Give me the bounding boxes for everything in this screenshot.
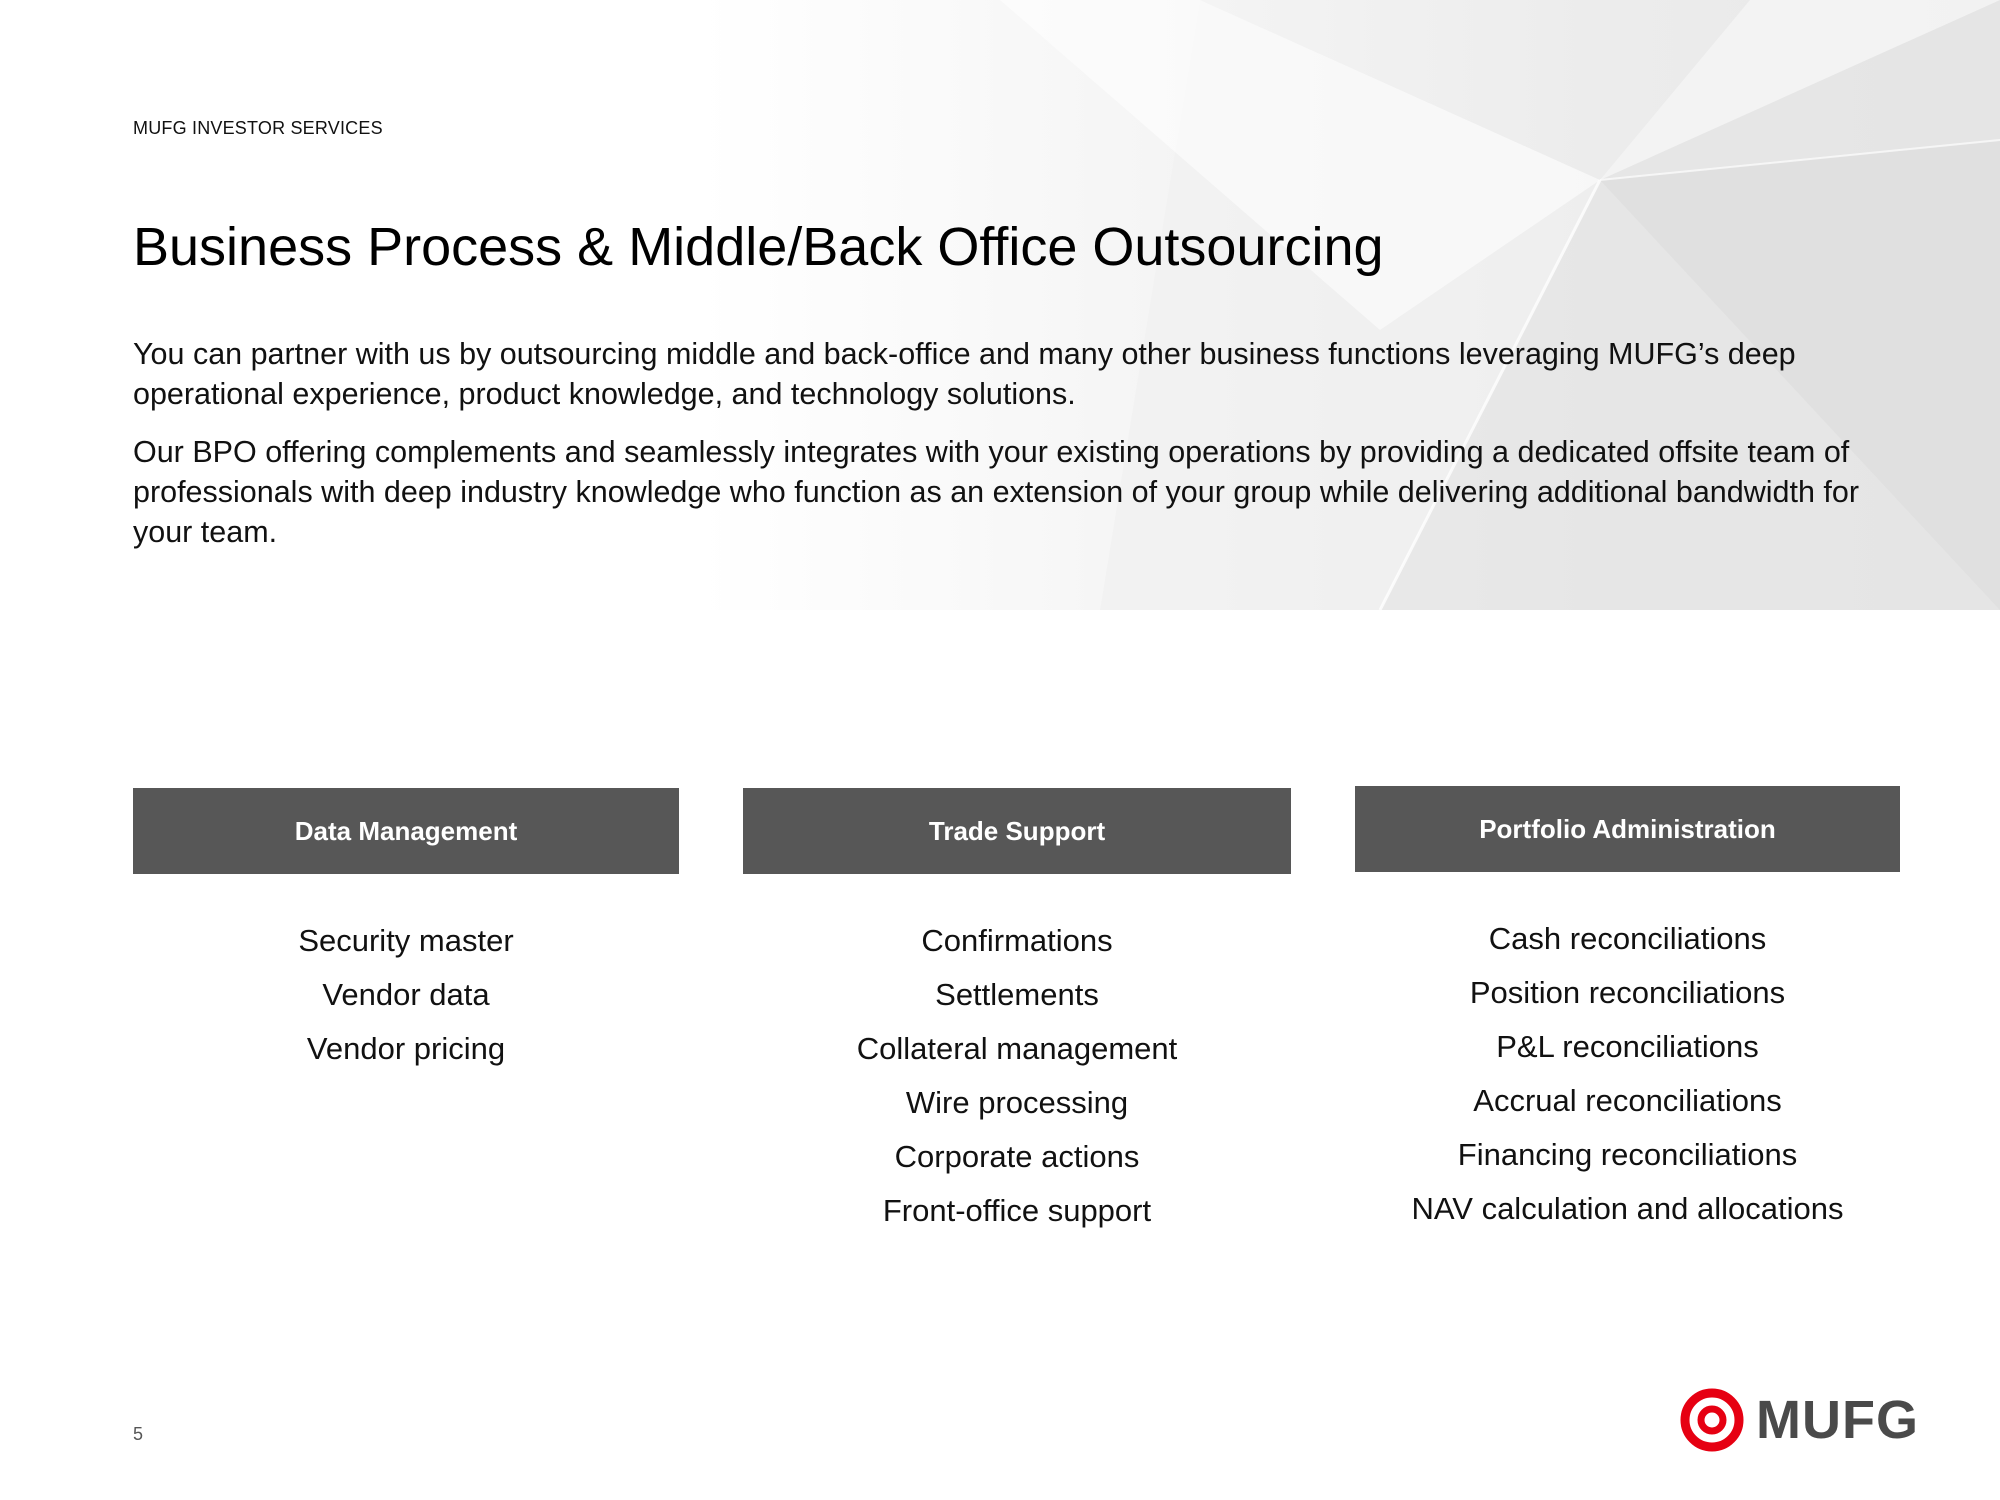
column-portfolio-administration bbox=[1355, 786, 1900, 1236]
list-item: Settlements bbox=[935, 977, 1099, 1012]
column-data-management bbox=[133, 788, 679, 1076]
list-item: Confirmations bbox=[921, 923, 1113, 958]
list-item: Cash reconciliations bbox=[1488, 921, 1767, 956]
intro-paragraph-1: You can partner with us by outsourcing middle and back-office and many other business functions leveraging MUFG’s deep operational experience, product knowledge, and technology solutions. bbox=[133, 337, 1796, 411]
list-item: P&L reconciliations bbox=[1496, 1029, 1759, 1064]
list-item: Position reconciliations bbox=[1469, 975, 1786, 1010]
mufg-logo-icon bbox=[1676, 1388, 1748, 1452]
list-item: Collateral management bbox=[856, 1031, 1178, 1066]
list-item: Vendor pricing bbox=[306, 1031, 506, 1066]
list-item: Front-office support bbox=[882, 1193, 1152, 1228]
intro-text bbox=[133, 334, 1913, 570]
list-item: Security master bbox=[298, 923, 514, 958]
list-item: Wire processing bbox=[905, 1085, 1129, 1120]
list-item: NAV calculation and allocations bbox=[1411, 1191, 1844, 1226]
column-list bbox=[743, 914, 1291, 1238]
column-header: Portfolio Administration bbox=[1355, 786, 1900, 872]
intro-paragraph-2: Our BPO offering complements and seamlessly integrates with your existing operations by providing a dedicated offsite team of professionals with deep industry knowledge who function as an extension of your group while delivering additional bandwidth for your team. bbox=[133, 435, 1860, 549]
logo-text: MUFG bbox=[1756, 1390, 1919, 1450]
list-item: Financing reconciliations bbox=[1457, 1137, 1798, 1172]
column-list bbox=[1355, 912, 1900, 1236]
column-list bbox=[133, 914, 679, 1076]
page-number: 5 bbox=[133, 1424, 144, 1444]
page-title: Business Process & Middle/Back Office Outsourcing bbox=[133, 217, 1384, 277]
column-header: Trade Support bbox=[743, 788, 1291, 874]
list-item: Corporate actions bbox=[894, 1139, 1140, 1174]
column-header: Data Management bbox=[133, 788, 679, 874]
list-item: Accrual reconciliations bbox=[1473, 1083, 1782, 1118]
mufg-logo bbox=[1676, 1388, 1919, 1452]
column-trade-support bbox=[743, 788, 1291, 1238]
brand-line: MUFG INVESTOR SERVICES bbox=[133, 118, 383, 138]
list-item: Vendor data bbox=[322, 977, 490, 1012]
